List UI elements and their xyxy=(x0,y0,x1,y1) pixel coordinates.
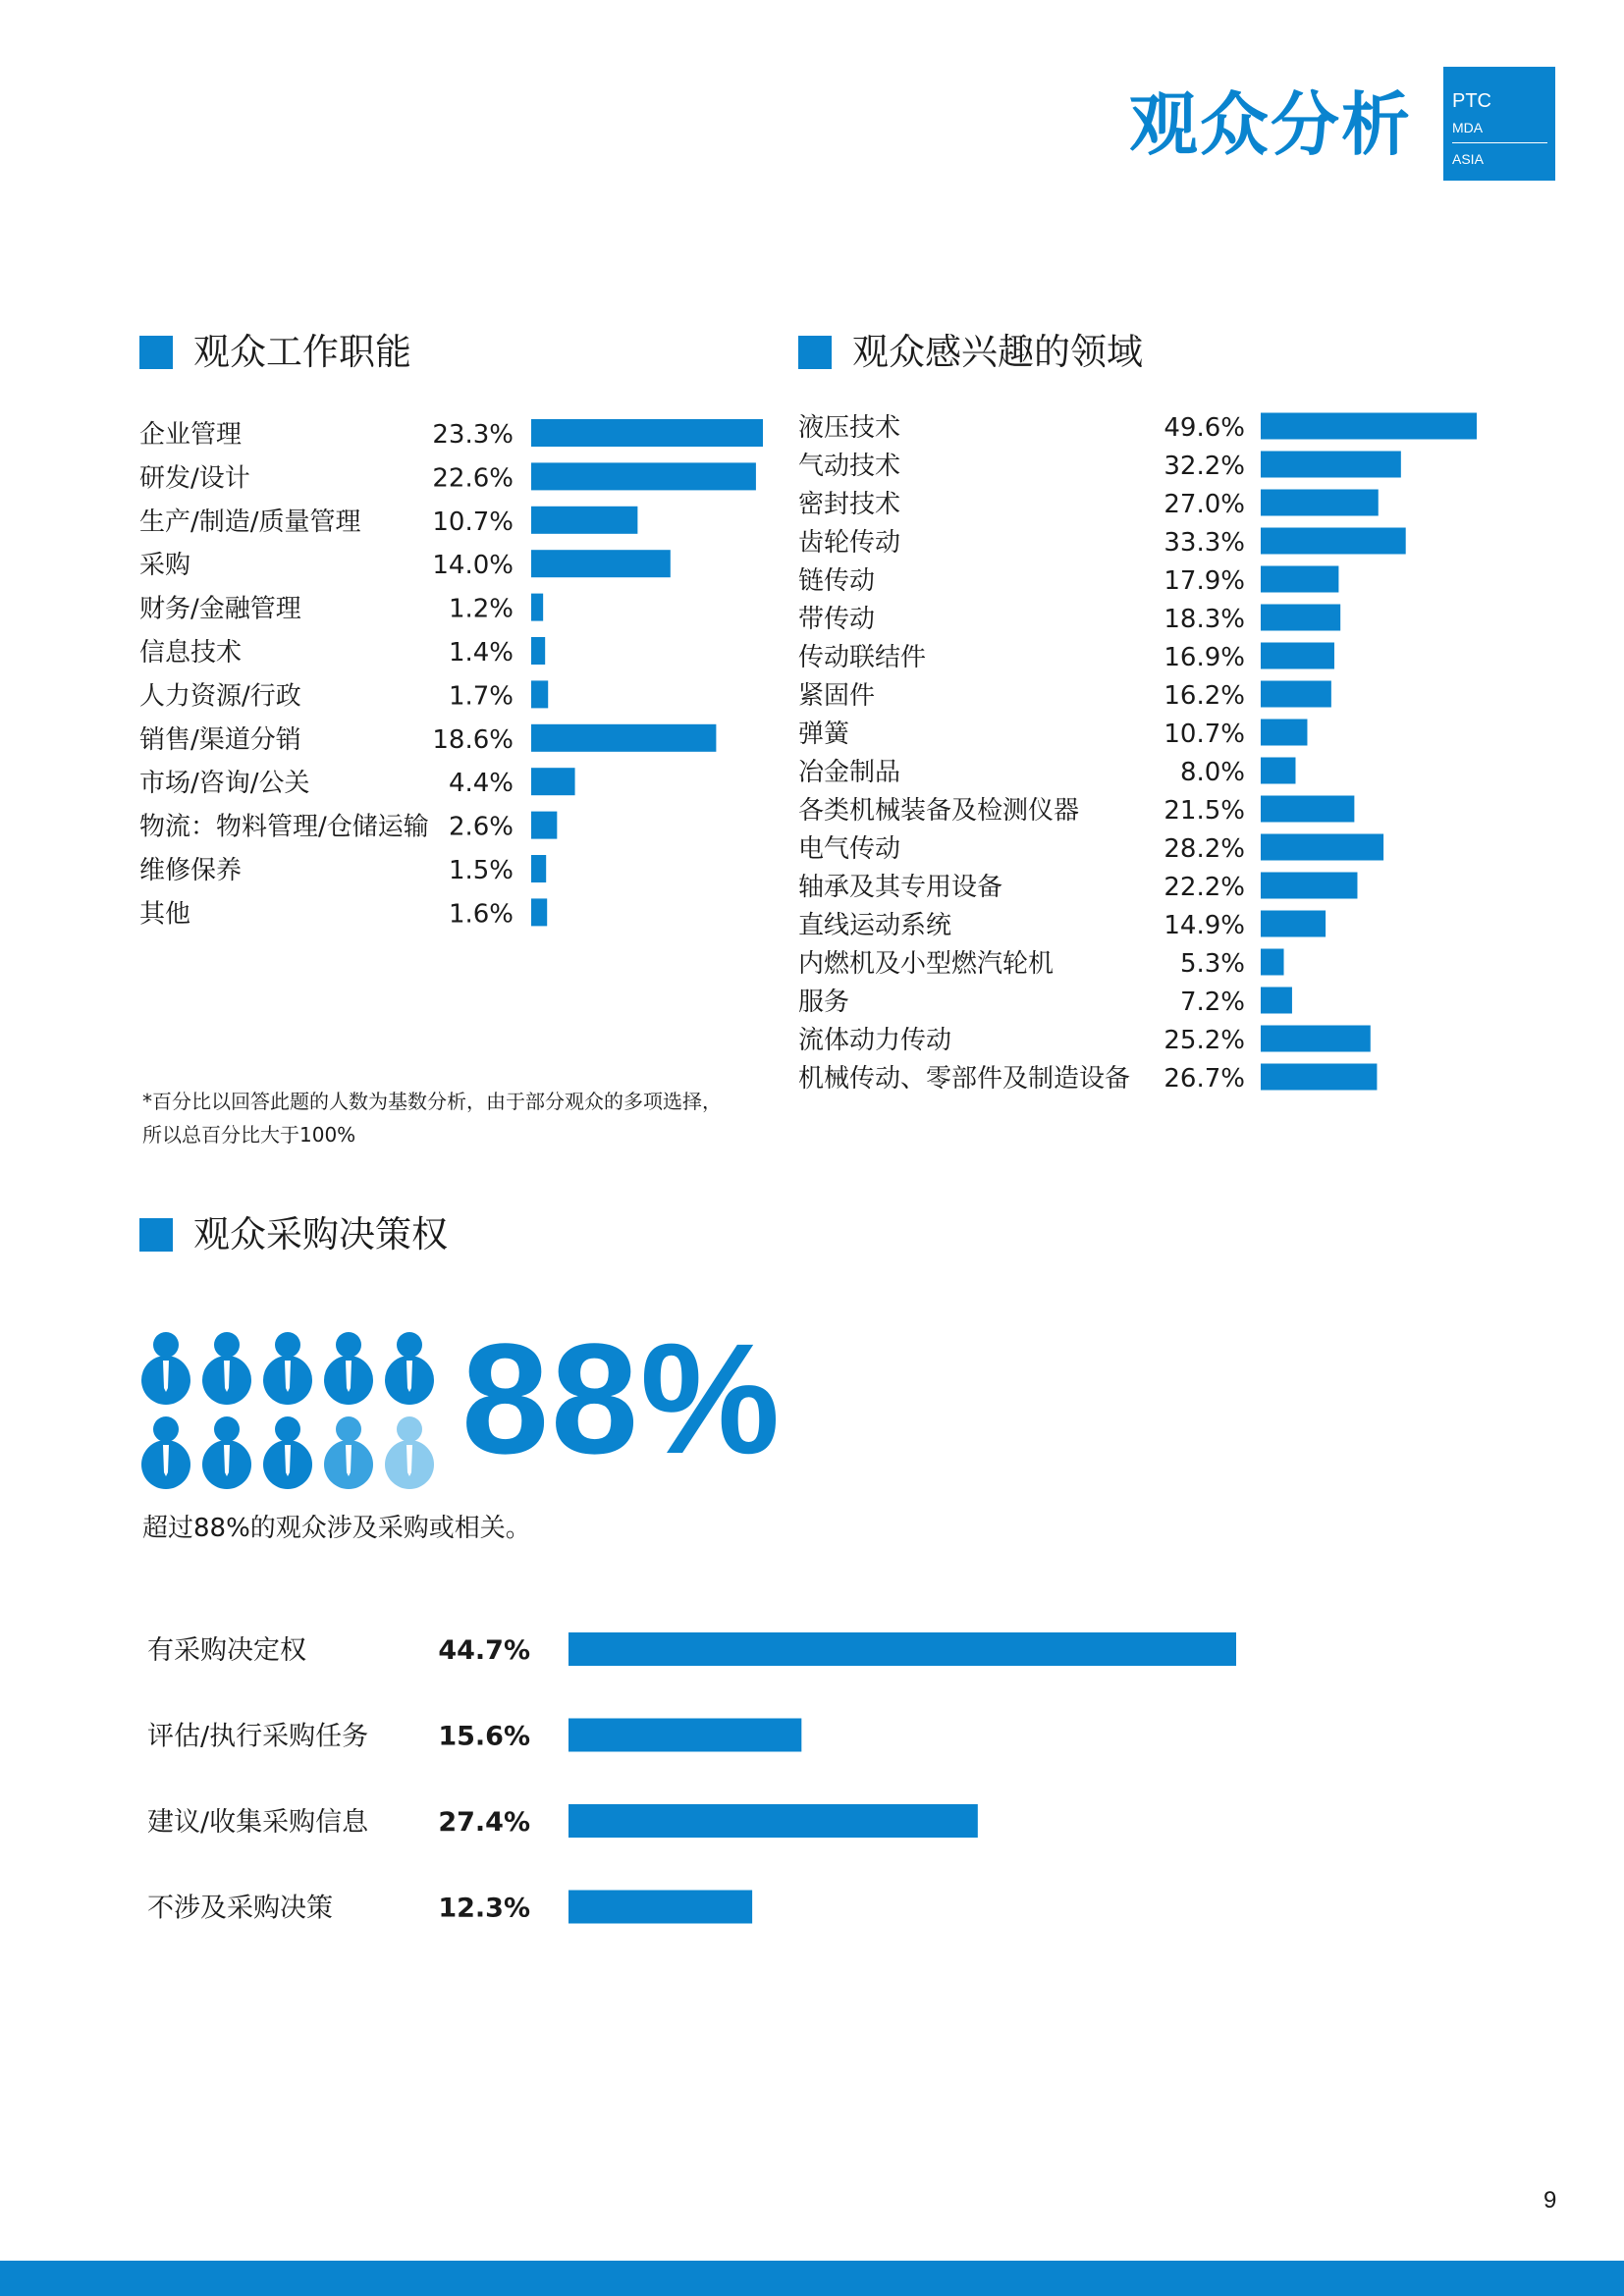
section-title: 观众感兴趣的领域 xyxy=(852,331,1143,373)
bar xyxy=(1261,1064,1377,1091)
category-label: 内燃机及小型燃汽轮机 xyxy=(798,949,1055,979)
value-label: 8.0% xyxy=(1179,758,1245,787)
bar xyxy=(531,898,547,926)
category-label: 传动联结件 xyxy=(798,643,927,672)
section-marker-icon xyxy=(139,1218,173,1252)
bar xyxy=(1261,911,1326,937)
value-label: 1.5% xyxy=(448,856,514,885)
category-label: 电气传动 xyxy=(798,834,901,864)
page-title: 观众分析 xyxy=(1129,84,1412,165)
bar xyxy=(1261,834,1383,861)
value-label: 2.6% xyxy=(448,812,514,842)
bar xyxy=(1261,413,1477,440)
value-label: 1.2% xyxy=(448,594,514,624)
bar xyxy=(1261,643,1334,669)
bar xyxy=(1261,605,1340,631)
bar xyxy=(1261,988,1292,1014)
category-label: 液压技术 xyxy=(798,413,901,443)
value-label: 22.2% xyxy=(1164,873,1245,902)
bar xyxy=(1261,566,1338,593)
person-icon xyxy=(263,1416,312,1489)
category-label: 建议/收集采购信息 xyxy=(147,1807,369,1838)
category-label: 服务 xyxy=(798,988,850,1017)
category-label: 人力资源/行政 xyxy=(139,681,301,712)
purchasing-percent: 88% xyxy=(461,1310,783,1486)
category-label: 生产/制造/质量管理 xyxy=(139,507,361,537)
bar xyxy=(1261,681,1331,708)
person-icon xyxy=(141,1416,190,1489)
category-label: 链传动 xyxy=(798,566,876,596)
value-label: 4.4% xyxy=(448,769,514,799)
ptc-logo xyxy=(1443,67,1555,181)
person-icon xyxy=(202,1332,251,1405)
person-icon xyxy=(385,1416,434,1489)
value-label: 33.3% xyxy=(1164,528,1245,558)
value-label: 49.6% xyxy=(1164,413,1245,443)
bar xyxy=(1261,720,1307,746)
category-label: 信息技术 xyxy=(139,638,243,667)
bar xyxy=(531,462,756,490)
bar xyxy=(1261,490,1379,516)
category-label: 评估/执行采购任务 xyxy=(147,1721,369,1752)
value-label: 21.5% xyxy=(1164,796,1245,826)
footnote xyxy=(142,1085,790,1151)
bar xyxy=(1261,452,1401,478)
category-label: 采购 xyxy=(139,551,191,581)
people-pictogram xyxy=(141,1325,446,1496)
logo-line-mda: MDA xyxy=(1452,120,1484,135)
value-label: 22.6% xyxy=(432,463,514,494)
section-title: 观众工作职能 xyxy=(193,331,411,373)
footnote-line: 所以总百分比大于100% xyxy=(142,1123,356,1147)
bar xyxy=(531,680,548,708)
category-label: 紧固件 xyxy=(798,681,876,711)
bar xyxy=(1261,949,1284,976)
person-icon xyxy=(202,1416,251,1489)
person-icon xyxy=(263,1332,312,1405)
value-label: 17.9% xyxy=(1164,566,1245,596)
bar xyxy=(531,724,716,752)
value-label: 23.3% xyxy=(432,420,514,450)
category-label: 齿轮传动 xyxy=(798,528,901,558)
bar xyxy=(531,768,575,795)
bar xyxy=(568,1804,978,1838)
person-icon xyxy=(324,1416,373,1489)
logo-divider xyxy=(1452,142,1547,143)
bar xyxy=(568,1632,1236,1666)
bar xyxy=(531,637,545,665)
value-label: 15.6% xyxy=(438,1721,530,1752)
value-label: 16.9% xyxy=(1164,643,1245,672)
bar xyxy=(531,550,671,577)
category-label: 直线运动系统 xyxy=(798,911,952,940)
value-label: 1.7% xyxy=(448,681,514,712)
bar xyxy=(531,812,557,839)
value-label: 1.6% xyxy=(448,899,514,930)
value-label: 16.2% xyxy=(1164,681,1245,711)
section-title: 观众采购决策权 xyxy=(193,1213,448,1255)
value-label: 44.7% xyxy=(438,1635,530,1666)
category-label: 弹簧 xyxy=(798,720,850,749)
bar xyxy=(568,1891,752,1924)
purchasing-caption: 超过88%的观众涉及采购或相关。 xyxy=(142,1514,531,1543)
bar xyxy=(1261,528,1406,555)
footnote-line: *百分比以回答此题的人数为基数分析，由于部分观众的多项选择， xyxy=(142,1090,722,1113)
bar xyxy=(1261,1026,1371,1052)
category-label: 研发/设计 xyxy=(139,463,250,494)
logo-line-ptc: PTC xyxy=(1452,90,1491,112)
people-svg xyxy=(141,1325,446,1492)
bar xyxy=(531,419,763,447)
category-label: 机械传动、零部件及制造设备 xyxy=(798,1064,1131,1094)
person-icon xyxy=(141,1332,190,1405)
category-label: 不涉及采购决策 xyxy=(147,1893,333,1924)
bar xyxy=(1261,873,1357,899)
section-marker-icon xyxy=(139,336,173,369)
value-label: 18.3% xyxy=(1164,605,1245,634)
value-label: 5.3% xyxy=(1179,949,1245,979)
category-label: 维修保养 xyxy=(139,856,243,885)
person-icon xyxy=(385,1332,434,1405)
value-label: 14.0% xyxy=(432,551,514,581)
value-label: 18.6% xyxy=(432,724,514,755)
value-label: 25.2% xyxy=(1164,1026,1245,1055)
value-label: 27.4% xyxy=(438,1807,530,1838)
bottom-band xyxy=(0,2261,1624,2296)
category-label: 财务/金融管理 xyxy=(139,594,301,624)
category-label: 带传动 xyxy=(798,605,876,634)
page-number: 9 xyxy=(1543,2187,1557,2214)
value-label: 12.3% xyxy=(438,1893,530,1924)
value-label: 10.7% xyxy=(1164,720,1245,749)
category-label: 销售/渠道分销 xyxy=(139,724,301,755)
value-label: 10.7% xyxy=(432,507,514,537)
value-label: 28.2% xyxy=(1164,834,1245,864)
value-label: 7.2% xyxy=(1179,988,1245,1017)
bar xyxy=(568,1719,801,1752)
logo-line-asia: ASIA xyxy=(1452,151,1484,167)
category-label: 冶金制品 xyxy=(798,758,901,787)
category-label: 市场/咨询/公关 xyxy=(139,769,310,799)
bar xyxy=(531,855,546,882)
category-label: 流体动力传动 xyxy=(798,1026,952,1055)
bar xyxy=(1261,758,1295,784)
value-label: 1.4% xyxy=(448,638,514,667)
category-label: 有采购决定权 xyxy=(147,1635,306,1666)
person-icon xyxy=(324,1332,373,1405)
category-label: 企业管理 xyxy=(139,420,243,450)
category-label: 物流：物料管理/仓储运输 xyxy=(139,812,429,842)
section-marker-icon xyxy=(798,336,832,369)
category-label: 密封技术 xyxy=(798,490,901,519)
value-label: 26.7% xyxy=(1164,1064,1245,1094)
category-label: 各类机械装备及检测仪器 xyxy=(798,796,1080,826)
category-label: 轴承及其专用设备 xyxy=(798,873,1003,902)
value-label: 14.9% xyxy=(1164,911,1245,940)
bar xyxy=(531,594,543,621)
bar xyxy=(1261,796,1354,823)
category-label: 其他 xyxy=(139,899,191,930)
value-label: 27.0% xyxy=(1164,490,1245,519)
value-label: 32.2% xyxy=(1164,452,1245,481)
bar xyxy=(531,507,637,534)
category-label: 气动技术 xyxy=(798,452,901,481)
